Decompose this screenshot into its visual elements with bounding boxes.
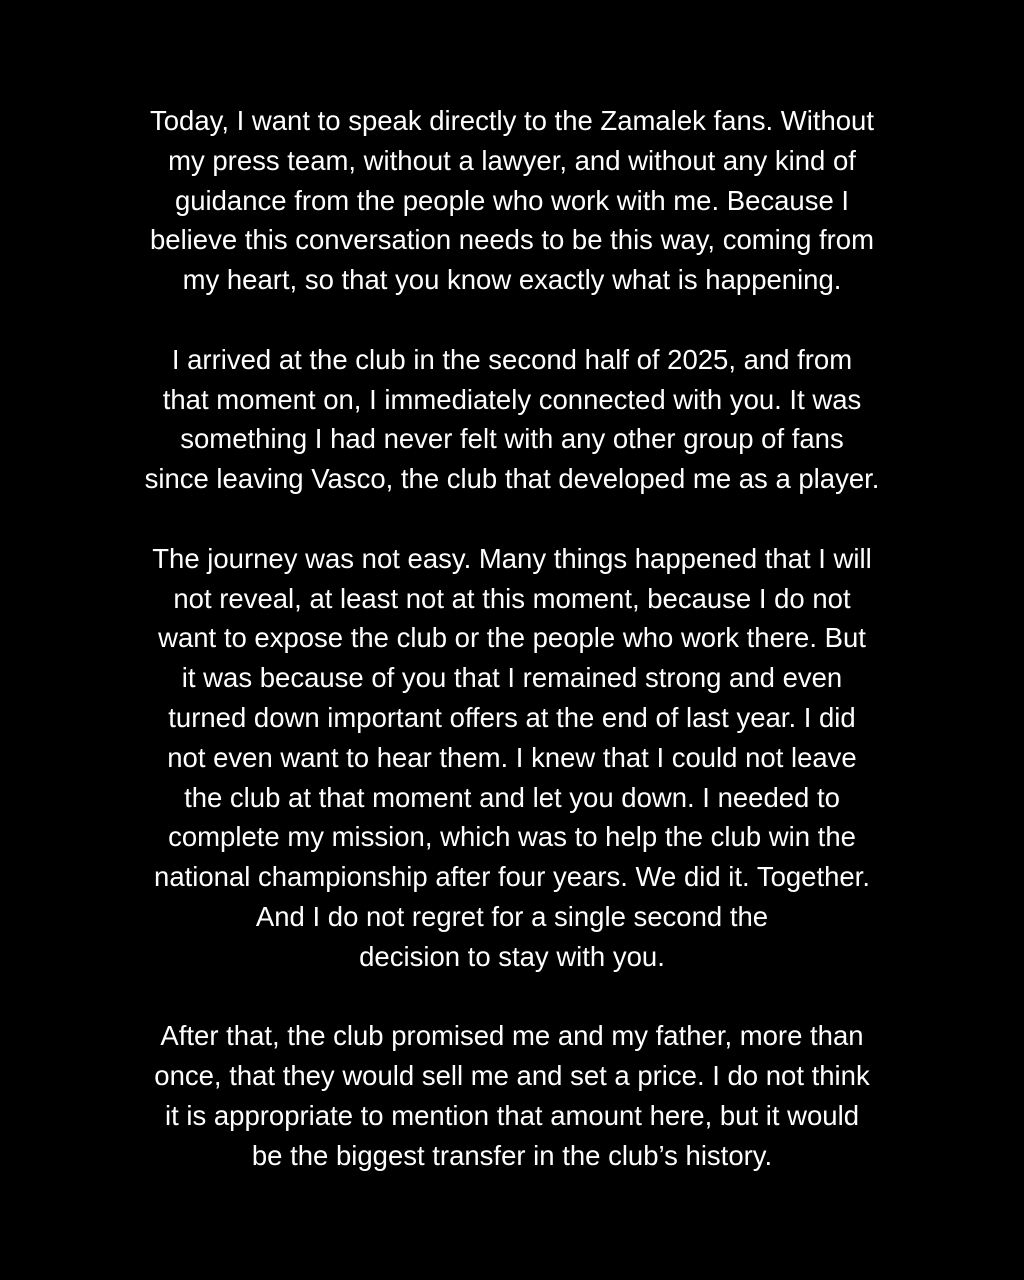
text-line: And I do not regret for a single second the	[255, 900, 769, 932]
text-line: my press team, without a lawyer, and without any kind of	[168, 144, 856, 176]
text-line: Today, I want to speak directly to the Zamalek fans. Without	[150, 105, 874, 136]
paragraph-arrival	[0, 340, 1024, 499]
text-line: it was because of you that I remained strong and even	[181, 662, 843, 694]
paragraph-intro	[0, 101, 1024, 300]
paragraph-journey	[0, 539, 1024, 977]
text-line: decision to stay with you.	[359, 940, 665, 972]
statement-text	[0, 101, 1024, 1176]
text-line: not reveal, at least not at this moment, because I do not	[173, 582, 851, 614]
text-line: be the biggest transfer in the club’s history.	[251, 1139, 773, 1171]
text-line: that moment on, I immediately connected with you. It was	[162, 383, 862, 415]
text-line: something I had never felt with any other group of fans	[180, 423, 844, 455]
text-line: The journey was not easy. Many things happened that I will	[152, 542, 872, 574]
text-line: turned down important offers at the end of last year. I did	[168, 701, 856, 733]
text-line: national championship after four years. We did it. Together.	[154, 861, 870, 893]
text-line: once, that they would sell me and set a price. I do not think	[154, 1060, 870, 1092]
text-line: After that, the club promised me and my father, more than	[160, 1020, 864, 1052]
paragraph-promise	[0, 1016, 1024, 1175]
text-line: I arrived at the club in the second half of 2025, and from	[171, 343, 853, 375]
text-line: since leaving Vasco, the club that developed me as a player.	[144, 463, 880, 495]
text-line: it is appropriate to mention that amount here, but it would	[164, 1099, 859, 1131]
text-line: guidance from the people who work with me. Because I	[174, 184, 850, 216]
text-line: believe this conversation needs to be this way, coming from	[149, 224, 875, 256]
text-line: complete my mission, which was to help the club win the	[168, 821, 856, 853]
text-line: my heart, so that you know exactly what is happening.	[182, 264, 842, 296]
text-line: want to expose the club or the people who work there. But	[158, 622, 866, 654]
text-line: not even want to hear them. I knew that I could not leave	[167, 741, 857, 773]
text-line: the club at that moment and let you down. I needed to	[184, 781, 840, 813]
